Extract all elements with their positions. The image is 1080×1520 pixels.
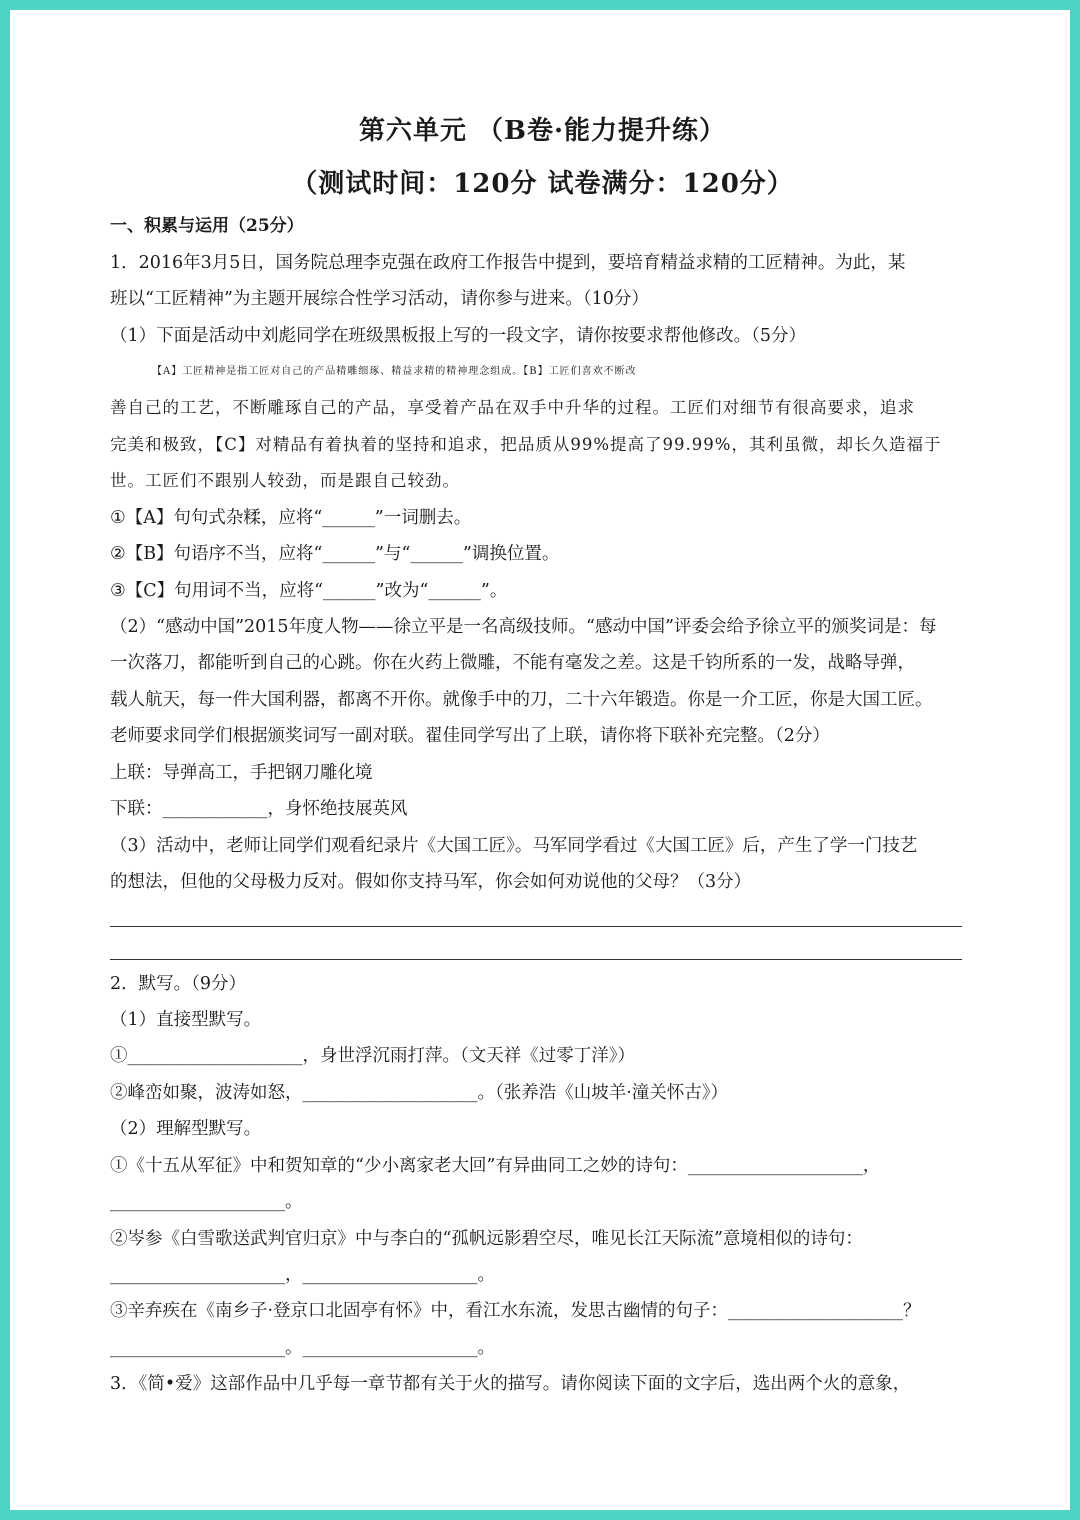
question-1-part-3: （3）活动中，老师让同学们观看纪录片《大国工匠》。马军同学看过《大国工匠》后，产生了学一门技艺	[110, 836, 918, 856]
sub-item: ③【C】句用词不当，应将“______”改为“______”。	[110, 581, 508, 601]
sub-item: ③辛弃疾在《南乡子·登京口北固亭有怀》中，看江水东流，发思古幽情的句子：____________________？	[110, 1301, 921, 1321]
question-2-part-1: （1）直接型默写。	[110, 1010, 262, 1030]
exam-sheet	[110, 0, 975, 1510]
couplet-upper: 上联：导弹高工，手把钢刀雕化境	[110, 763, 373, 783]
question-1-part-2: 载人航天，每一件大国利器，都离不开你。就像手中的刀，二十六年锻造。你是一介工匠，你是大国工匠。	[110, 690, 933, 710]
question-3-text: 3．《简•爱》这部作品中几乎每一章节都有关于火的描写。请你阅读下面的文字后，选出两个火的意象，	[110, 1374, 911, 1394]
sub-item: ①【A】句句式杂糅，应将“______”一词删去。	[110, 508, 472, 528]
sub-item: ____________________。____________________。	[110, 1338, 495, 1358]
question-1-text: 班以“工匠精神”为主题开展综合性学习活动，请你参与进来。（10分）	[110, 289, 649, 309]
sub-item: ①《十五从军征》中和贺知章的“少小离家老大回”有异曲同工之妙的诗句：____________________，	[110, 1156, 881, 1176]
page-subtitle: （测试时间：120分 试卷满分：120分）	[291, 169, 794, 199]
page-title: 第六单元 （B卷·能力提升练）	[358, 116, 727, 146]
passage-line: 完美和极致，【C】对精品有着执着的坚持和追求，把品质从99%提高了99.99%，其利虽微，却长久造福于	[110, 435, 942, 454]
couplet-lower: 下联：____________，身怀绝技展英风	[110, 799, 408, 819]
question-1-part-1: （1）下面是活动中刘彪同学在班级黑板报上写的一段文字，请你按要求帮他修改。（5分）	[110, 326, 807, 346]
sub-item: ②峰峦如聚，波涛如怒，____________________。（张养浩《山坡羊·潼关怀古》）	[110, 1083, 729, 1103]
question-2-text: 2．默写。（9分）	[110, 974, 247, 994]
sub-item: ②岑参《白雪歌送武判官归京》中与李白的“孤帆远影碧空尽，唯见长江天际流”意境相似的诗句：	[110, 1229, 863, 1249]
question-1-part-3: 的想法，但他的父母极力反对。假如你支持马军，你会如何劝说他的父母？（3分）	[110, 872, 752, 892]
answer-line	[110, 926, 962, 927]
sub-item: ____________________，____________________。	[110, 1265, 495, 1285]
passage-line: 世。工匠们不跟别人较劲，而是跟自己较劲。	[110, 471, 460, 490]
section-heading: 一、积累与运用（25分）	[110, 216, 304, 236]
question-1-part-2: 一次落刀，都能听到自己的心跳。你在火药上微雕，不能有毫发之差。这是千钧所系的一发，战略导弹，	[110, 653, 915, 673]
sub-item: ②【B】句语序不当，应将“______”与“______”调换位置。	[110, 544, 560, 564]
passage-line: 善自己的工艺，不断雕琢自己的产品，享受着产品在双手中升华的过程。工匠们对细节有很高要求，追求	[110, 398, 915, 417]
question-1-part-2: 老师要求同学们根据颁奖词写一副对联。翟佳同学写出了上联，请你将下联补充完整。（2分）	[110, 726, 830, 746]
sub-item: ①____________________，身世浮沉雨打萍。（文天祥《过零丁洋》）	[110, 1046, 635, 1066]
question-1-part-2: （2）“感动中国”2015年度人物——徐立平是一名高级技师。“感动中国”评委会给予徐立平的颁奖词是：每	[110, 617, 937, 637]
passage-line: 【A】工匠精神是指工匠对自己的产品精雕细琢、精益求精的精神理念组成。【B】工匠们喜欢不断改	[152, 366, 637, 377]
question-1-text: 1．2016年3月5日，国务院总理李克强在政府工作报告中提到，要培育精益求精的工匠精神。为此，某	[110, 253, 906, 273]
sub-item: ____________________。	[110, 1192, 303, 1212]
answer-line	[110, 959, 962, 960]
question-2-part-2: （2）理解型默写。	[110, 1119, 262, 1139]
